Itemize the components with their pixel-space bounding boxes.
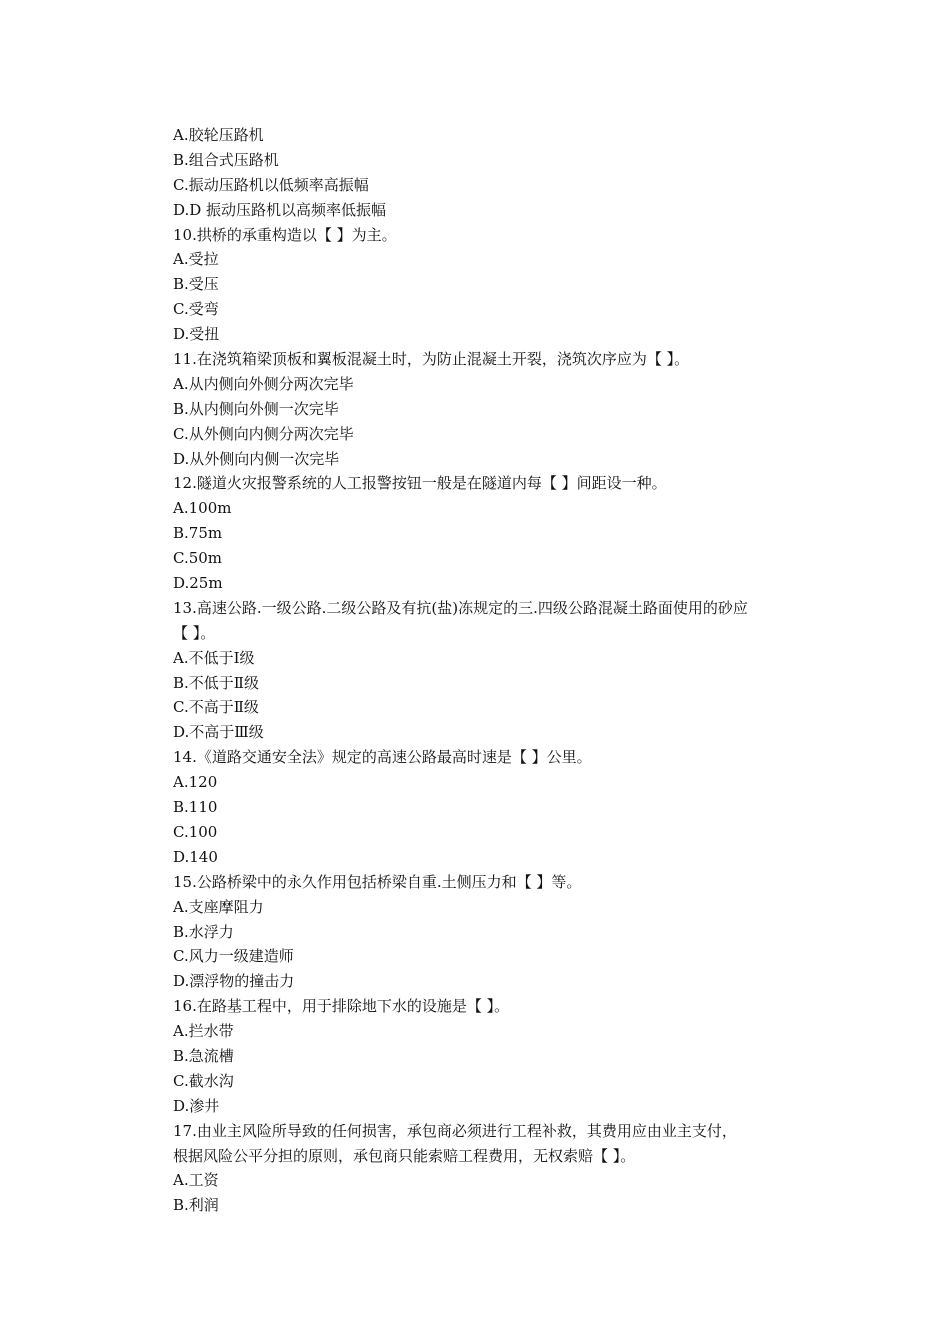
text-line: D.不高于Ⅲ级 bbox=[173, 723, 264, 742]
text-line: A.从内侧向外侧分两次完毕 bbox=[173, 374, 354, 393]
text-line: D.D 振动压路机以高频率低振幅 bbox=[173, 200, 387, 219]
text-line: C.截水沟 bbox=[173, 1071, 234, 1090]
text-line: A.工资 bbox=[173, 1171, 219, 1190]
text-line: B.组合式压路机 bbox=[173, 150, 279, 169]
text-line: C.从外侧向内侧分两次完毕 bbox=[173, 424, 354, 443]
question-line: 16.在路基工程中，用于排除地下水的设施是【 】。 bbox=[173, 997, 510, 1016]
question-line: 11.在浇筑箱梁顶板和翼板混凝土时，为防止混凝土开裂，浇筑次序应为【 】。 bbox=[173, 350, 690, 369]
question-line: 15.公路桥梁中的永久作用包括桥梁自重.土侧压力和【 】等。 bbox=[173, 872, 582, 891]
question-line: 【 】。 bbox=[173, 623, 216, 642]
text-line: A.120 bbox=[173, 773, 218, 792]
question-line: 10.拱桥的承重构造以【 】为主。 bbox=[173, 225, 397, 244]
question-line: 17.由业主风险所导致的任何损害，承包商必须进行工程补救，其费用应由业主支付， bbox=[173, 1121, 737, 1140]
text-line: B.75m bbox=[173, 524, 223, 543]
question-text-body bbox=[173, 123, 813, 1218]
text-line: D.从外侧向内侧一次完毕 bbox=[173, 449, 340, 468]
text-line: B.利润 bbox=[173, 1196, 219, 1215]
text-line: D.受扭 bbox=[173, 325, 220, 344]
text-line: A.胶轮压路机 bbox=[173, 126, 264, 144]
text-line: B.受压 bbox=[173, 275, 219, 294]
question-line: 12.隧道火灾报警系统的人工报警按钮一般是在隧道内每【 】间距设一种。 bbox=[173, 474, 667, 493]
text-line: C.振动压路机以低频率高振幅 bbox=[173, 175, 369, 194]
text-line: A.100m bbox=[173, 499, 232, 518]
text-line: A.不低于Ⅰ级 bbox=[173, 648, 255, 667]
text-line: D.140 bbox=[173, 847, 218, 866]
question-line: 14.《道路交通安全法》规定的高速公路最高时速是【 】公里。 bbox=[173, 748, 592, 767]
text-line: D.25m bbox=[173, 574, 223, 593]
text-line: C.50m bbox=[173, 549, 223, 568]
text-line: C.风力一级建造师 bbox=[173, 947, 294, 966]
text-line: A.支座摩阻力 bbox=[173, 897, 264, 916]
text-line: B.不低于Ⅱ级 bbox=[173, 673, 259, 692]
text-line: D.漂浮物的撞击力 bbox=[173, 972, 295, 991]
text-line: C.100 bbox=[173, 822, 218, 841]
text-line: B.急流槽 bbox=[173, 1046, 234, 1065]
question-line: 13.高速公路.一级公路.二级公路及有抗(盐)冻规定的三.四级公路混凝土路面使用的砂应 bbox=[173, 598, 748, 617]
text-line: B.从内侧向外侧一次完毕 bbox=[173, 399, 339, 418]
text-line: B.水浮力 bbox=[173, 922, 234, 941]
text-line: A.拦水带 bbox=[173, 1022, 234, 1041]
text-line: B.110 bbox=[173, 798, 218, 817]
text-line: A.受拉 bbox=[173, 250, 219, 269]
question-line: 根据风险公平分担的原则，承包商只能索赔工程费用，无权索赔【 】。 bbox=[173, 1146, 636, 1165]
text-line: D.渗井 bbox=[173, 1096, 220, 1115]
text-line: C.不高于Ⅱ级 bbox=[173, 698, 259, 717]
text-line: C.受弯 bbox=[173, 300, 219, 319]
